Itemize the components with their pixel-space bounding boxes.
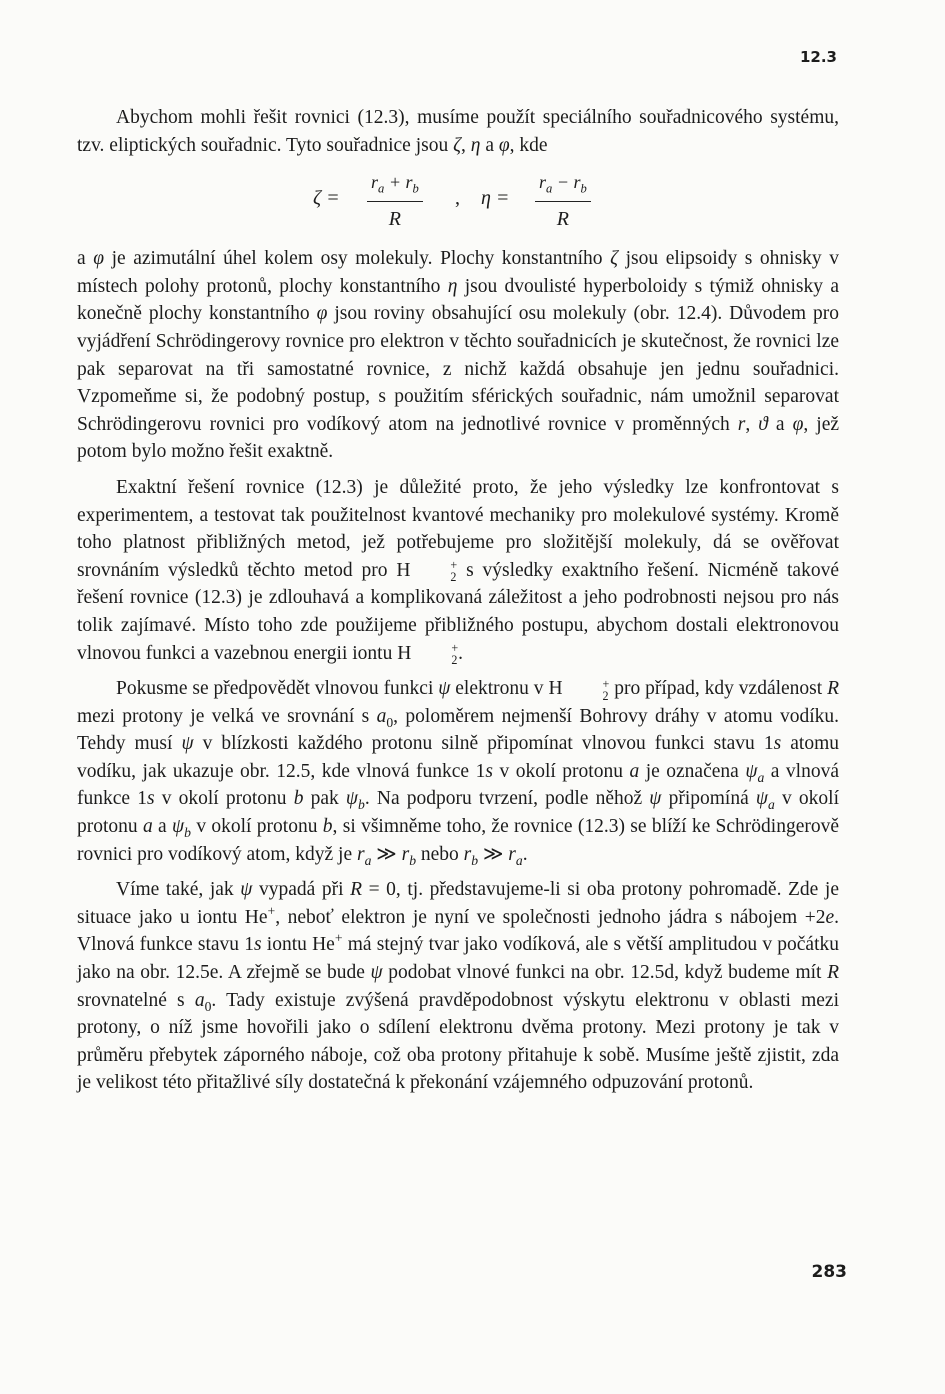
fraction-numerator: $r_a + r_b$ [367, 169, 423, 202]
h2-ion-symbol: H + 2 [396, 558, 458, 585]
fraction-eta [535, 169, 591, 233]
eq-lhs-zeta: ζ = [313, 187, 340, 210]
section-number: 12.3 [799, 48, 837, 66]
eq-separator: , [455, 187, 460, 210]
page-body [77, 104, 839, 1097]
fraction-zeta [367, 169, 423, 233]
elliptic-coordinates-equation [77, 159, 839, 245]
paragraph-5: Víme také, jak ψ vypadá při R = 0, tj. představujeme-li si oba protony pohromadě. Zde je situace jako u iontu He+, neboť elektron je nyní ve společnosti jednoho jádra s nábojem +2e. Vlnová funkce stavu 1s iontu He+ má stejný tvar jako vodíková, ale s větší amplitudou v počátku jako na obr. 12.5e. A zřejmě se bude ψ podobat vlnové funkci na obr. 12.5d, když budeme mít R srovnatelné s $a_0$. Tady existuje zvýšená pravděpodobnost výskytu elektronu v oblasti mezi protony, o níž jsme hovořili jako o sdílení elektronu dvěma protony. Mezi protony je tak v průměru přebytek záporného náboje, což oba protony přitahuje k sobě. Musíme ještě zjistit, zda je velikost této přitažlivé síly dostatečná k překonání vzájemného odpuzování protonů. [77, 879, 840, 1094]
paragraph-1: Abychom mohli řešit rovnici (12.3), musíme použít speciálního souřadnicového systému, tzv. eliptických souřadnic. Tyto souřadnice jsou ζ, η a φ, kde [77, 107, 839, 156]
h2-ion-symbol: H + 2 [548, 676, 610, 703]
page-number: 283 [811, 1262, 847, 1282]
paragraph-3: Exaktní řešení rovnice (12.3) je důležité proto, že jeho výsledky lze konfrontovat s experimentem, a testovat tak použitelnost kvantové mechaniky pro molekulové systémy. Kromě toho platnost přibližných metod, jež potřebujeme pro složitější molekuly, dá se ověřovat srovnáním výsledků těchto metod pro H + 2 s výsledky exaktního řešení. Nicméně takové řešení rovnice (12.3) je zdlouhavá a komplikovaná záležitost a jeho podrobnosti nejsou pro nás tolik zajímavé. Místo toho zde použijeme přibližného postupu, abychom dostali elektronovou vlnovou funkci a vazebnou energii iontu H + 2 . [77, 476, 839, 668]
paragraph-2: a φ je azimutální úhel kolem osy molekuly. Plochy konstantního ζ jsou elipsoidy s ohnisky v místech polohy protonů, plochy konstantního η jsou dvoulisté hyperboloidy s týmiž ohnisky a konečně plochy konstantního φ jsou roviny obsahující osu molekuly (obr. 12.4). Důvodem pro vyjádření Schrödingerovy rovnice pro elektron v těchto souřadnicích je skutečnost, že rovnici lze pak separovat na tři samostatné rovnice, z nichž každá obsahuje jen jednu souřadnici. Vzpomeňme si, že podobný postup, s použitím sférických souřadnic, nám umožnil separovat Schrödingerovu rovnici pro vodíkový atom na jednotlivé rovnice v proměnných r, ϑ a φ, jež potom bylo možno řešit exaktně. [77, 248, 840, 463]
fraction-denominator: R [556, 207, 569, 230]
eq-lhs-eta: η = [481, 187, 510, 210]
fraction-numerator: $r_a - r_b$ [535, 169, 591, 202]
h2-ion-symbol: H + 2 [397, 640, 459, 668]
fraction-denominator: R [388, 207, 401, 230]
paragraph-4: Pokusme se předpovědět vlnovou funkci ψ elektronu v H + 2 pro případ, kdy vzdálenost R mezi protony je velká ve srovnání s $a_0$, poloměrem nejmenší Bohrovy dráhy v atomu vodíku. Tehdy musí ψ v blízkosti každého protonu silně připomínat vlnovou funkci stavu 1s atomu vodíku, jak ukazuje obr. 12.5, kde vlnová funkce 1s v okolí protonu a je označena $\psi_a$ a vlnová funkce 1s v okolí protonu b pak $\psi_b$. Na podporu tvrzení, podle něhož ψ připomíná $\psi_a$ v okolí protonu a a $\psi_b$ v okolí protonu b, si všimněme toho, že rovnice (12.3) se blíží ke Schrödingerově rovnici pro vodíkový atom, když je $r_a$ ≫ $r_b$ nebo $r_b$ ≫ $r_a$. [77, 676, 840, 868]
